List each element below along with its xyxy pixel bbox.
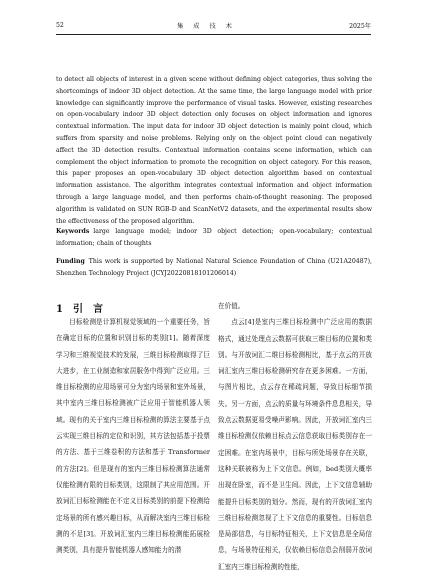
header-rule — [56, 34, 371, 35]
intro-paragraph-continuation: 在价值。 — [218, 302, 245, 310]
body-left-column — [56, 314, 210, 558]
body-right-column — [218, 298, 372, 575]
funding-text: This work is supported by National Natural Science Foundation of China (U21A20487), Shenzhen Technology Project (JCYJ20220818101206014) — [56, 258, 372, 277]
keywords-text: large language model; indoor 3D object detection; open-vocabulary; contextual information; chain of thoughts — [56, 228, 372, 247]
abstract-english: to detect all objects of interest in a given scene without defining object categories, thus solving the shortcomings of indoor 3D object detection. At the same time, the large language model with prior knowledge can significantly improve the performance of visual tasks. However, existing researches on open-vocabulary indoor 3D object detection only focuses on object information and ignores contextual information. The input data for indoor 3D object detection is mainly point cloud, which suffers from sparsity and noise problems. Relying only on the object point cloud can negatively affect the 3D detection results. Contextual information contains scene information, which can complement the object information to promote the recognition on object category. For this reason, this paper proposes an open-vocabulary 3D object detection algorithm based on contextual information assistance. The algorithm integrates contextual information and object information through a large language model, and then performs chain-of-thought reasoning. The proposed algorithm is validated on SUN RGB-D and ScanNetV2 datasets, and the experimental results show the effectiveness of the proposed algorithm. — [56, 76, 372, 225]
keywords-block — [56, 226, 372, 250]
section-heading — [56, 300, 113, 315]
intro-paragraph-2: 点云[4]是室内三维目标检测中广泛应用的数据格式，通过处理点云数据可获取三维目标的位置和类别。与开放词汇二维目标检测相比，基于点云的开放词汇室内三维目标检测研究存在更多困难。一方面，与图片相比，点云存在稀疏问题，导致目标细节损失。另一方面，点云的质量与环境条件息息相关，导致点云数据更易受噪声影响。因此，开放词汇室内三维目标检测仅依赖目标点云信息获取目标类别存在一定困难。在室内场景中，目标与所处场景存在关联，这种关联被称为上下文信息。例如，bed类别大概率出现在卧室，而不是卫生间。因此，上下文信息辅助能提升目标类别的划分。然而，现有的开放词汇室内三维目标检测忽视了上下文信息的重要性。目标信息是局部信息，与目标特征相关，上下文信息是全局信息，与场景特征相关，仅依赖目标信息会削弱开放词汇室内三维目标检测的性能， — [218, 318, 372, 571]
funding-label: Funding — [56, 258, 85, 265]
journal-name: 集 成 技 术 — [177, 22, 236, 30]
section-title: 引 言 — [72, 304, 103, 315]
running-header — [56, 18, 371, 32]
keywords-label: Keywords — [56, 228, 90, 235]
intro-paragraph-1: 目标检测是计算机视觉领域的一个重要任务，旨在确定目标的位置和识别目标的类别[1]。随着深度学习和三维视觉技术的发展，三维目标检测取得了巨大进步，在工业制造和家居服务中得到广泛应用。三维目标检测的应用场景可分为室内场景和室外场景，其中室内三维目标检测被广泛应用于智能机器人领域。现有的关于室内三维目标检测的算法主要基于点云实现三维目标的定位和识别，其方法包括基于投票的方法、基于三维卷积的方法和基于 Transformer 的方法[2]。但是现有的室内三维目标检测算法通常仅能检测有限的目标类别，这限制了其应用范围。开放词汇目标检测能在不定义目标类别的前提下检测给定场景的所有感兴趣目标，从而解决室内三维目标检测的不足[3]。开放词汇室内三维目标检测能拓展检测类别，具有提升智能机器人感知能力的潜 — [56, 318, 210, 555]
issue-year: 2025年 — [349, 22, 371, 30]
page-number: 52 — [56, 21, 64, 29]
funding-block — [56, 256, 372, 280]
section-number: 1 — [56, 304, 63, 315]
